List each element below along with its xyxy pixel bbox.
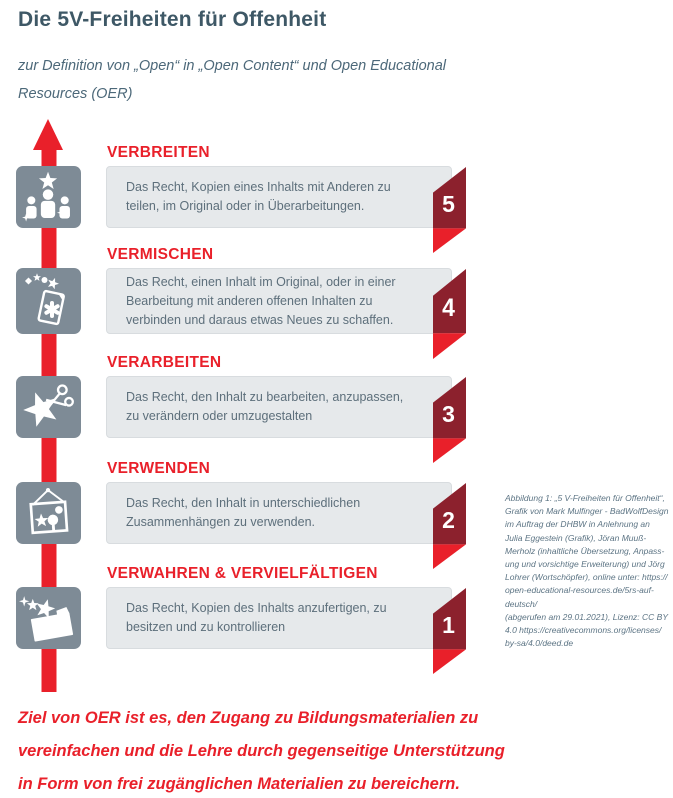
badge-number: 2 (442, 506, 455, 534)
badge-number: 5 (442, 190, 455, 218)
section-heading: VERWAHREN & VERVIELFÄLTIGEN (107, 565, 378, 582)
section-description-box (106, 376, 452, 438)
caption-line: im Auftrag der DHBW in Anlehnung an (505, 519, 650, 530)
picture-frame-icon (16, 482, 81, 544)
subtitle-line: Resources (OER) (18, 86, 133, 102)
badge-number: 1 (442, 611, 455, 639)
page-title: Die 5V-Freiheiten für Offenheit (18, 8, 327, 31)
footer-line: Ziel von OER ist es, den Zugang zu Bildungsmaterialien zu (18, 709, 479, 727)
caption-line: Lohrer (Wortschöpfer), online unter: https:// (505, 572, 668, 583)
attribution-caption (505, 492, 673, 650)
caption-line: 4.0 https://creativecommons.org/licenses/ (505, 625, 662, 636)
section-description: Das Recht, Kopien eines Inhalts mit Anderen zu teilen, im Original oder in Überarbeitungen. (126, 180, 391, 213)
caption-line: ung und vorsichtige Erweiterung) und Jörg (505, 559, 665, 570)
level-badge (433, 377, 466, 463)
caption-line: (abgerufen am 29.01.2021), Lizenz: CC BY (505, 611, 669, 622)
edit-scissors-icon (16, 376, 81, 438)
footer-line: vereinfachen und die Lehre durch gegenseitige Unterstützung (18, 742, 505, 760)
caption-line: deutsch/ (505, 598, 538, 609)
section-heading: VERMISCHEN (107, 246, 214, 263)
section-heading: VERWENDEN (107, 460, 211, 477)
people-sharing-icon (16, 166, 81, 228)
section-description: Das Recht, den Inhalt in unterschiedlichen Zusammenhängen zu verwenden. (126, 496, 361, 529)
subtitle-line: zur Definition von „Open“ in „Open Content“ und Open Educational (18, 58, 446, 74)
level-badge (433, 483, 466, 569)
level-badge (433, 269, 466, 359)
level-badge (433, 167, 466, 253)
badge-number: 4 (442, 294, 455, 323)
section-heading: VERARBEITEN (107, 354, 222, 371)
open-folder-icon (16, 587, 81, 649)
level-badge (433, 588, 466, 674)
section-heading: VERBREITEN (107, 144, 210, 161)
caption-line: by-sa/4.0/deed.de (505, 638, 574, 649)
oer-goal-statement (18, 702, 658, 798)
caption-line: Merholz (inhaltliche Übersetzung, Anpass- (505, 545, 665, 556)
section-description-box (106, 482, 452, 544)
caption-line: Grafik von Mark Mulfinger - BadWolfDesign (505, 506, 669, 517)
caption-line: open-educational-resources.de/5rs-auf- (505, 585, 654, 596)
mix-content-icon (16, 268, 81, 334)
section-description-box (106, 166, 452, 228)
section-description: Das Recht, den Inhalt zu bearbeiten, anzupassen, zu verändern oder umzugestalten (126, 390, 404, 423)
badge-number: 3 (442, 400, 455, 428)
section-description: Das Recht, einen Inhalt im Original, oder in einer Bearbeitung mit anderen offenen Inhalten zu verbinden und daraus etwas Neues zu schaffen. (126, 274, 396, 327)
caption-line: Julia Eggestein (Grafik), Jöran Muuß- (505, 532, 647, 543)
section-description-box (106, 268, 452, 334)
footer-line: in Form von frei zugänglichen Materialien zu bereichern. (18, 775, 460, 793)
section-description: Das Recht, Kopien des Inhalts anzufertigen, zu besitzen und zu kontrollieren (126, 601, 387, 634)
caption-line: Abbildung 1: „5 V-Freiheiten für Offenheit“, (505, 493, 665, 503)
section-description-box (106, 587, 452, 649)
